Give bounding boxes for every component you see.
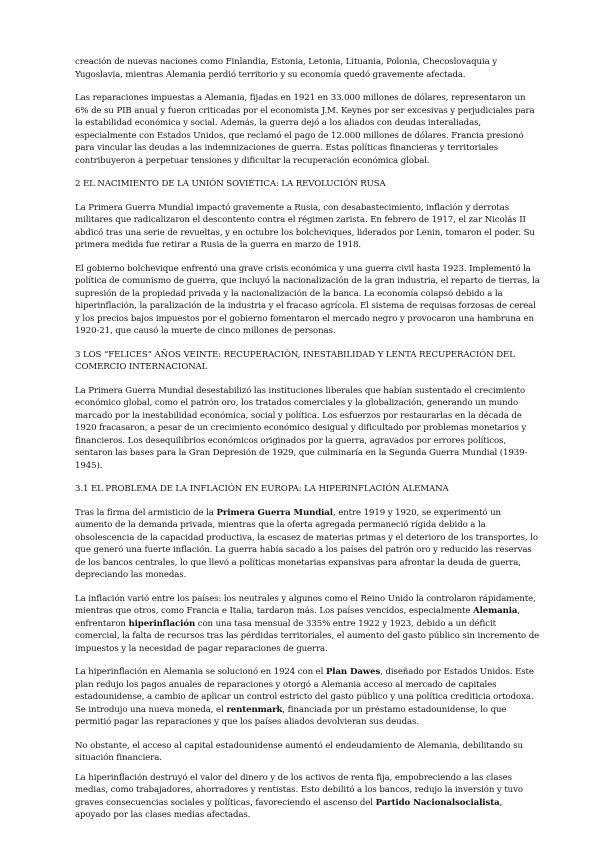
text-run: La hiperinflación destruyó el valor del dinero y de los activos de renta fija, empobreciendo a las clases medias, como trabajadores, ahorradores y rentistas. Esto debilitó a los bancos, redujo la inversión y tuvo graves consecuencias sociales y políticas, favoreciendo el ascenso del: [75, 772, 523, 808]
document-body: [75, 56, 540, 833]
paragraph: No obstante, el acceso al capital estadounidense aumentó el endeudamiento de Alemania, debilitando su situación financiera.: [75, 740, 523, 763]
text-run: , financiada por un préstamo estadounidense, lo que permitió pagar las reparaciones y que los países aliados devolvieran sus deudas.: [75, 704, 507, 727]
text-run: , enfrentaron: [75, 606, 521, 629]
paragraph: [75, 593, 540, 656]
paragraph: [75, 772, 540, 822]
paragraph: [75, 666, 540, 729]
text-run: con una tasa mensual de 335% entre 1922 y 1923, debido a un déficit comercial, la falta de recursos tras las pérdidas territoriales, el aumento del gasto público sin incremento de impuestos y la necesidad de pagar reparaciones de guerra.: [75, 618, 540, 654]
text-run: Tras la firma del armisticio de la: [75, 507, 217, 518]
paragraph: La Primera Guerra Mundial impactó gravemente a Rusia, con desabastecimiento, inflación y derrotas militares que radicalizaron el descontento contra el régimen zarista. En febrero de 1917, el zar Nicolás II abdicó tras una serie de revueltas, y en octubre los bolcheviques, liderados por Lenin, tomaron el poder. Su primera medida fue retirar a Rusia de la guerra en marzo de 1918.: [75, 202, 535, 250]
bold-term: Partido Nacionalsocialista: [375, 797, 500, 808]
bold-term: rentenmark: [226, 704, 283, 715]
text-run: La inflación varió entre los países: los neutrales y algunos como el Reino Unido la controlaron rápidamente, mientras que otros, como Francia e Italia, tardaron más. Los países vencidos, especialmente: [75, 593, 536, 616]
paragraph: El gobierno bolchevique enfrentó una grave crisis económica y una guerra civil hasta 1923. Implementó la política de comunismo de guerra, que incluyó la nacionalización de la gran industria, el reparto de tierras, la supresión de la propiedad privada y la nacionalización de la banca. La economía colapsó debido a la hiperinflación, la paralización de la industria y el fracaso agrícola. El sistema de requisas forzosas de cereal y los precios bajos impuestos por el gobierno fomentaron el mercado negro y provocaron una hambruna en 1920-21, que causó la muerte de cinco millones de personas.: [75, 263, 540, 336]
paragraph: creación de nuevas naciones como Finlandia, Estonia, Letonia, Lituania, Polonia, Checoslovaquia y Yugoslavia, mientras Alemania perdió territorio y su economía quedó gravemente afectada.: [75, 57, 498, 80]
section-heading: 2 EL NACIMIENTO DE LA UNIÓN SOVIÉTICA: LA REVOLUCIÓN RUSA: [75, 179, 386, 189]
paragraph: La Primera Guerra Mundial desestabilizó las instituciones liberales que habían sustentado el crecimiento económico global, como el patrón oro, los tratados comerciales y la globalización, generando un mundo marcado por la inestabilidad económica, social y política. Los esfuerzos por restaurarlas en la década de 1920 fracasaron, a pesar de un crecimiento económico desigual y dificultado por problemas monetarios y financieros. Los desequilibrios económicos originados por la guerra, agravados por errores políticos, sentaron las bases para la Gran Depresión de 1929, que culminaría en la Segunda Guerra Mundial (1939-1945).: [75, 385, 528, 471]
paragraph: Las reparaciones impuestas a Alemania, fijadas en 1921 en 33.000 millones de dólares, representaron un 6% de su PIB anual y fueron criticadas por el economista J.M. Keynes por ser excesivas y perjudiciales para la estabilidad económica y social. Además, la guerra dejó a los aliados con deudas interaliadas, especialmente con Estados Unidos, que reclamó el pago de 12.000 millones de dólares. Francia presionó para vincular las deudas a las indemnizaciones de guerra. Estas políticas financieras y territoriales contribuyeron a perpetuar tensiones y dificultar la recuperación económica global.: [75, 93, 535, 166]
text-run: , entre 1919 y 1920, se experimentó un aumento de la demanda privada, mientras que la oferta agregada permaneció rígida debido a la obsolescencia de la capacidad productiva, la escasez de materias primas y el deterioro de los transportes, lo que generó una fuerte inflación. La guerra había sacado a los países del patrón oro y reducido las reservas de los bancos centrales, lo que llevó a políticas monetarias expansivas para afrontar la deuda de guerra, depreciando las monedas.: [75, 507, 538, 580]
subsection-heading: 3.1 EL PROBLEMA DE LA INFLACIÓN EN EUROPA: LA HIPERINFLACIÓN ALEMANA: [75, 484, 449, 494]
text-run: La hiperinflación en Alemania se solucionó en 1924 con el: [75, 667, 326, 677]
bold-term: Plan Dawes: [325, 667, 381, 677]
paragraph: [75, 507, 540, 582]
bold-term: Primera Guerra Mundial: [216, 507, 333, 518]
bold-term: hiperinflación: [128, 618, 196, 629]
section-heading: 3 LOS “FELICES” AÑOS VEINTE: RECUPERACIÓN, INESTABILIDAD Y LENTA RECUPERACIÓN DEL COMERCIO INTERNACIONAL: [75, 349, 515, 372]
text-run: , apoyado por las clases medias afectadas.: [75, 797, 503, 820]
text-run: , diseñado por Estados Unidos. Este plan redujo los pagos anuales de reparaciones y otorgó a Alemania acceso al mercado de capitales estadounidense, a cambio de aplicar un control estricto del gasto público y una política crediticia ortodoxa. Se introdujo una nueva moneda, el: [75, 667, 534, 715]
bold-term: Alemania: [473, 606, 518, 616]
